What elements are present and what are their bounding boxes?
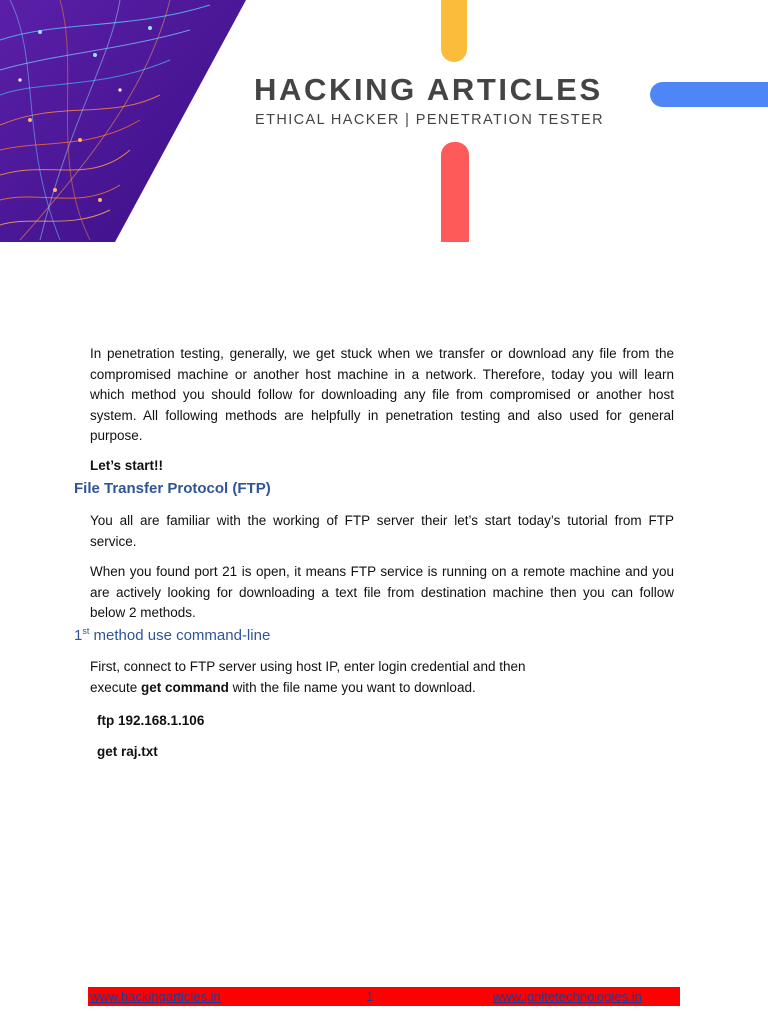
method1-heading bbox=[74, 626, 270, 644]
method1-paragraph-line2 bbox=[90, 678, 674, 699]
method1-heading-sup: st bbox=[82, 626, 90, 636]
method1-para-suffix: with the file name you want to download. bbox=[228, 680, 476, 695]
method1-heading-number: 1 bbox=[74, 627, 83, 644]
ftp-port-paragraph: When you found port 21 is open, it means FTP service is running on a remote machine and you are actively looking for downloading a text file from destination machine then you can follow below 2 methods. bbox=[90, 564, 674, 620]
brand-title: HACKING ARTICLES bbox=[254, 72, 603, 107]
method1-para-prefix: execute bbox=[90, 680, 142, 695]
ftp-section-heading: File Transfer Protocol (FTP) bbox=[74, 480, 271, 497]
brand-subtitle: ETHICAL HACKER | PENETRATION TESTER bbox=[255, 112, 604, 128]
footer-link-ignitetechnologies[interactable]: www.ignitetechnologies.in bbox=[493, 989, 642, 1004]
footer-link-hackingarticles[interactable]: www.hackingarticles.in bbox=[90, 989, 221, 1004]
page-footer bbox=[88, 987, 680, 1006]
header-banner bbox=[0, 0, 768, 242]
lets-start-text: Let’s start!! bbox=[90, 458, 164, 473]
method1-heading-text: method use command-line bbox=[89, 627, 271, 644]
intro-paragraph: In penetration testing, generally, we get stuck when we transfer or download any file from the compromised machine or another host machine in a network. Therefore, today you will learn which method you should follow for downloading any file from compromised or another host system. All following methods are helpfully in penetration testing and also used for general purpose. bbox=[90, 346, 674, 443]
ftp-intro-paragraph: You all are familiar with the working of FTP server their let’s start today’s tutorial from FTP service. bbox=[90, 513, 674, 549]
method1-para-bold: get command bbox=[141, 680, 229, 695]
footer-page-number: 1 bbox=[366, 989, 374, 1004]
method1-paragraph-line1: First, connect to FTP server using host IP, enter login credential and then bbox=[90, 659, 526, 674]
purple-triangle-shape bbox=[0, 0, 246, 242]
ftp-connect-command: ftp 192.168.1.106 bbox=[97, 713, 205, 728]
get-file-command: get raj.txt bbox=[97, 744, 158, 759]
